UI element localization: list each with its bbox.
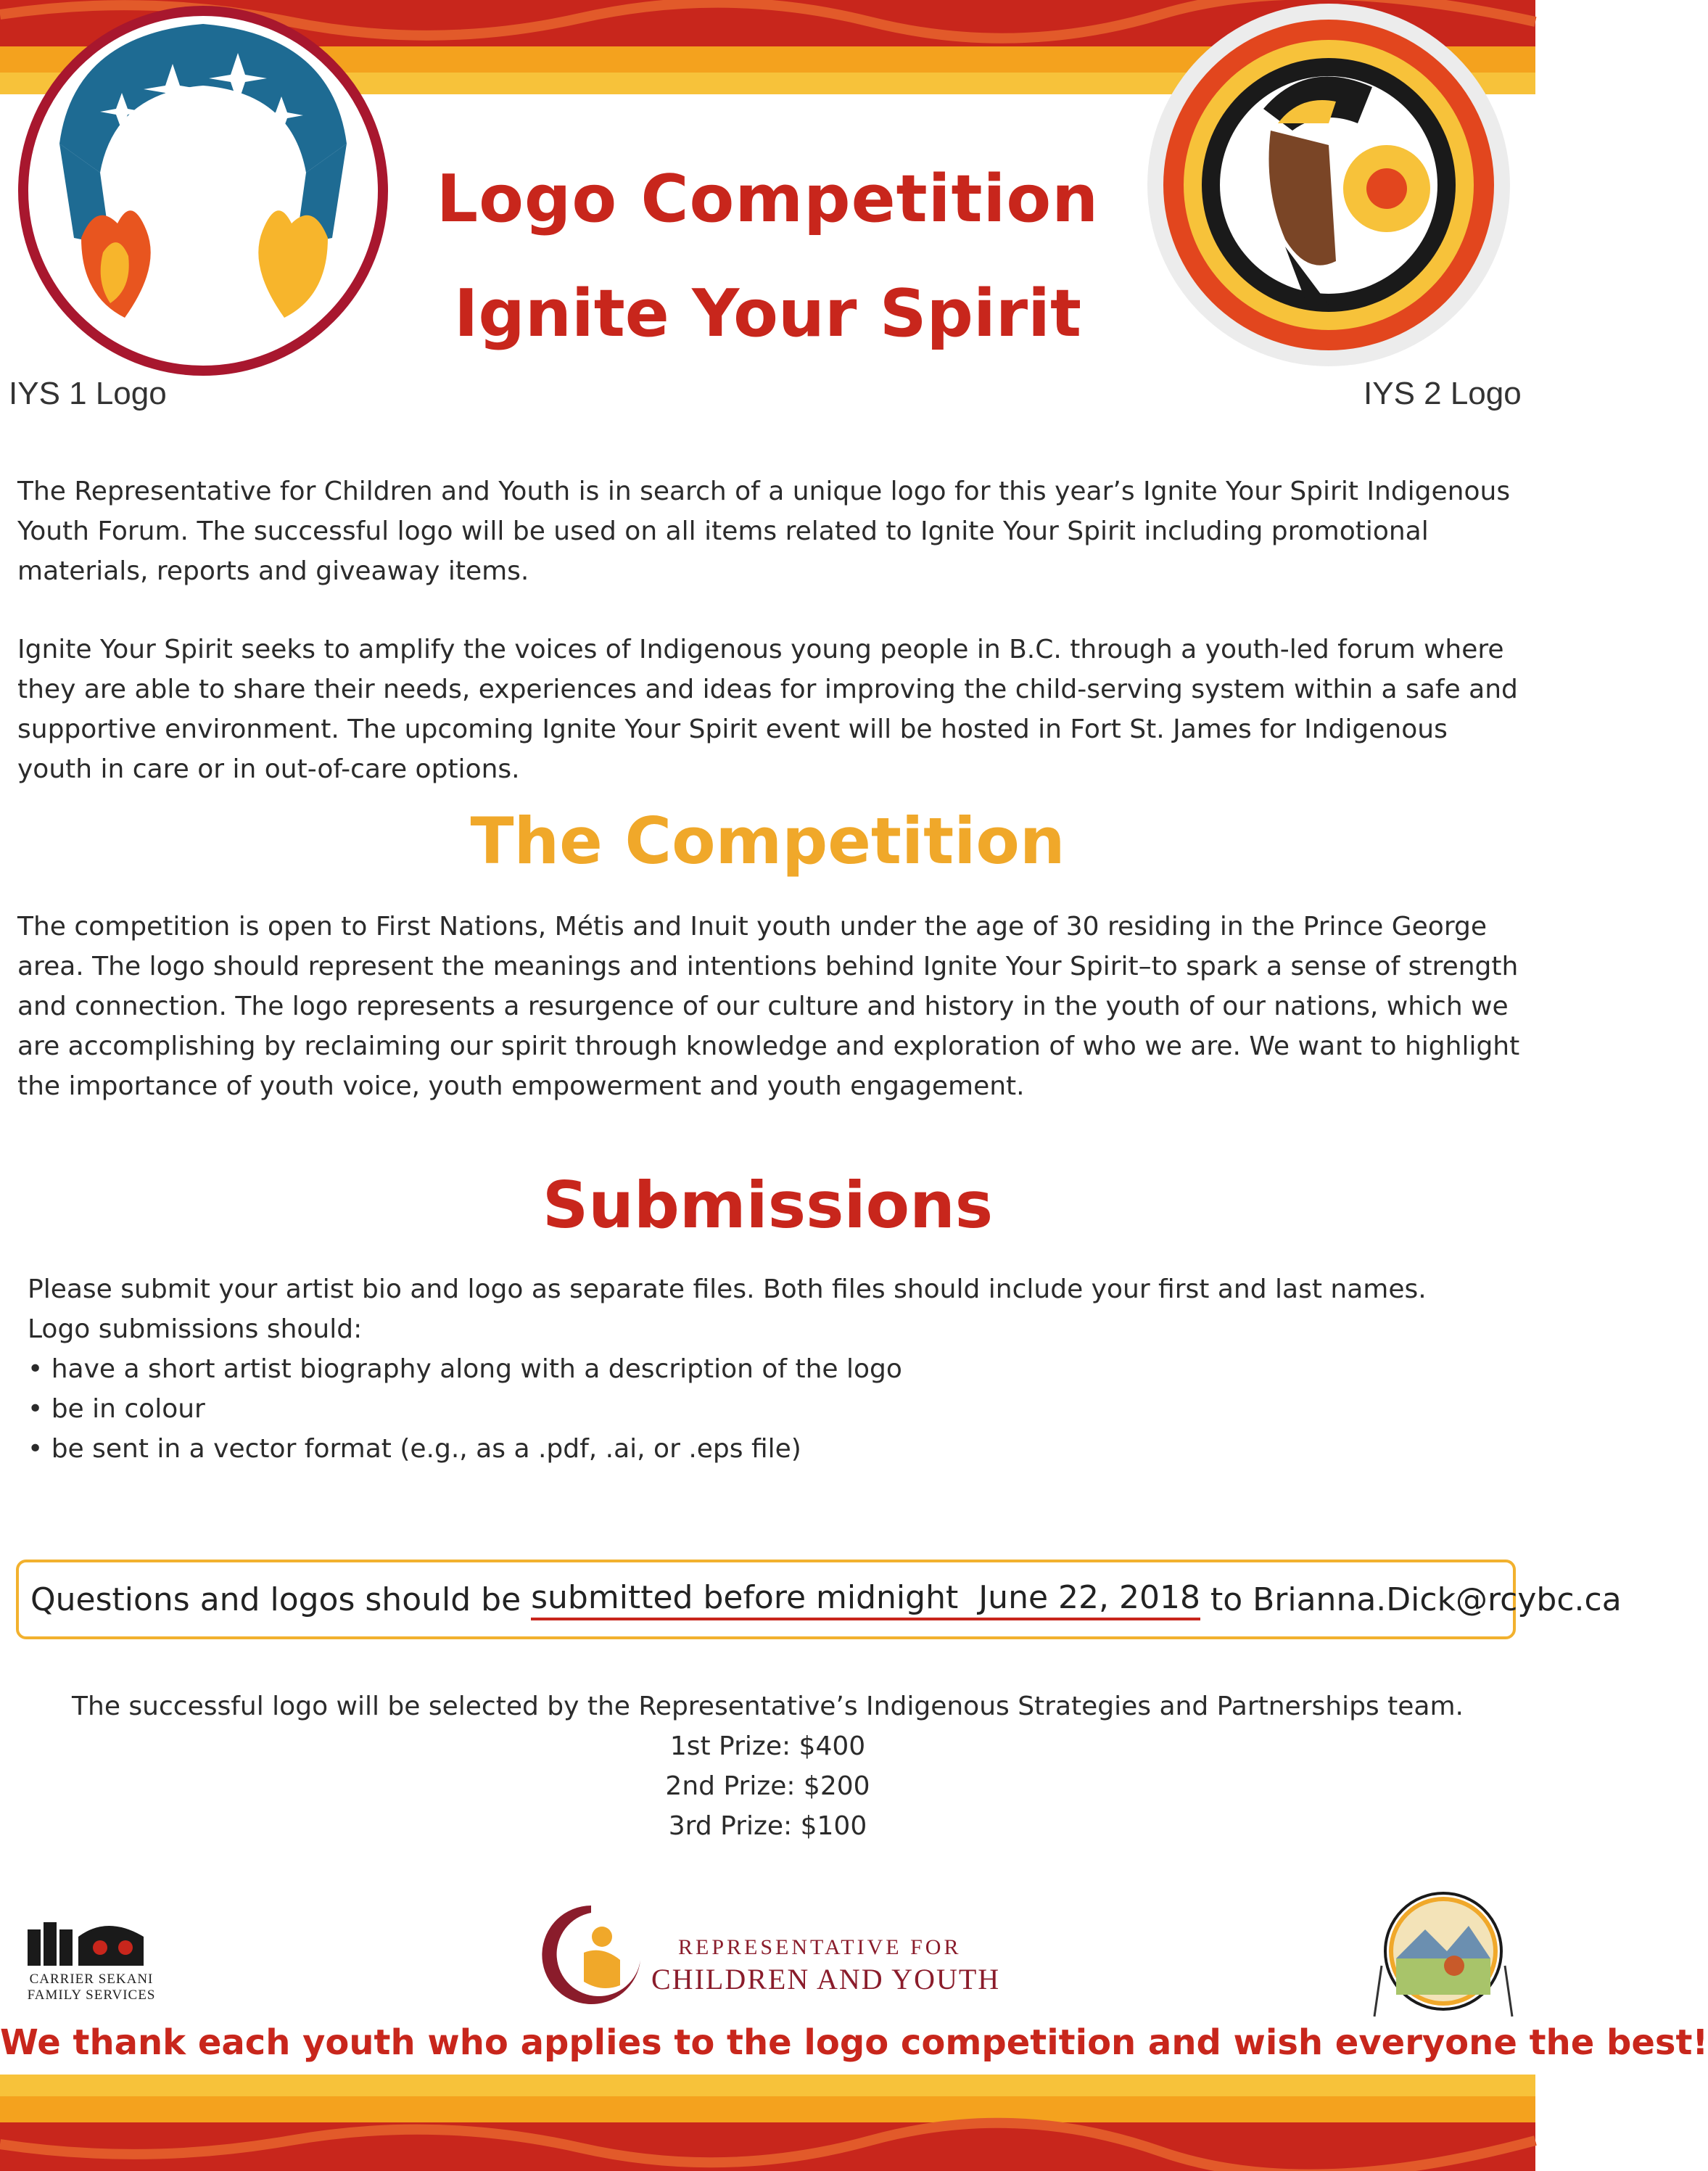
- prize-third: 3rd Prize: $100: [668, 1811, 867, 1841]
- bottom-decorative-band: [0, 2075, 1535, 2171]
- iys2-logo-caption: IYS 2 Logo: [1363, 376, 1522, 411]
- submissions-heading: Submissions: [542, 1168, 994, 1243]
- closing-message: We thank each youth who applies to the logo competition and wish everyone the best!: [0, 2022, 1708, 2063]
- callout-email[interactable]: to Brianna.Dick@rcybc.ca: [1200, 1581, 1622, 1618]
- competition-paragraph: The competition is open to First Nations, Métis and Inuit youth under the age of 30 residing in the Prince George area. The logo should represent the meanings and intentions behind Ignite Your Spirit–to spark a sense of strength and connection. The logo represents a resurgence of our culture and history in the youth of our nations, which we are accomplishing by reclaiming our spirit through knowledge and exploration of who we are. We want to highlight the importance of youth voice, youth empowerment and youth engagement.: [17, 912, 1520, 1101]
- deadline-callout: [16, 1560, 1622, 1639]
- competition-heading: The Competition: [470, 804, 1065, 878]
- list-item: • have a short artist biography along with a description of the logo: [28, 1349, 1478, 1389]
- prize-second: 2nd Prize: $200: [665, 1771, 870, 1801]
- prize-first: 1st Prize: $400: [669, 1731, 866, 1761]
- callout-deadline: submitted before midnight June 22, 2018: [531, 1579, 1200, 1620]
- page-title: Logo Competition: [436, 161, 1100, 237]
- selection-block: [0, 1686, 1535, 1846]
- submission-requirements-list: [28, 1349, 1478, 1469]
- list-item: • be in colour: [28, 1389, 1478, 1429]
- carrier-sekani-wordmark: CARRIER SEKANI FAMILY SERVICES: [27, 1972, 156, 2003]
- callout-prefix: Questions and logos should be: [30, 1581, 532, 1618]
- list-item: • be sent in a vector format (e.g., as a .pdf, .ai, or .eps file): [28, 1429, 1478, 1469]
- submissions-line-2: Logo submissions should:: [28, 1314, 363, 1344]
- partner-circle-logo-icon: [1367, 1886, 1519, 2024]
- intro-paragraph-1: The Representative for Children and Youth is in search of a unique logo for this year’s Ignite Your Spirit Indigenous Youth Forum. The successful logo will be used on all items related to Ignite Your Spirit including promotional materials, reports and giveaway items.: [17, 477, 1511, 586]
- rcy-wordmark-line2: CHILDREN AND YOUTH: [651, 1963, 1001, 1995]
- page-subtitle: Ignite Your Spirit: [453, 276, 1082, 352]
- selection-line: The successful logo will be selected by the Representative’s Indigenous Strategies and Partnerships team.: [72, 1692, 1464, 1721]
- submissions-line-1: Please submit your artist bio and logo as separate files. Both files should include your first and last names.: [28, 1274, 1427, 1304]
- rcy-wordmark-line1: REPRESENTATIVE FOR: [678, 1935, 962, 1959]
- rcy-logo-icon: [540, 1902, 642, 2007]
- intro-paragraph-2: Ignite Your Spirit seeks to amplify the voices of Indigenous young people in B.C. through a youth-led forum where they are able to share their needs, experiences and ideas for improving the child-serving system within a safe and supportive environment. The upcoming Ignite Your Spirit event will be hosted in Fort St. James for Indigenous youth in care or in out-of-care options.: [17, 635, 1518, 784]
- iys1-logo-caption: IYS 1 Logo: [9, 376, 167, 411]
- submissions-block: [28, 1269, 1478, 1469]
